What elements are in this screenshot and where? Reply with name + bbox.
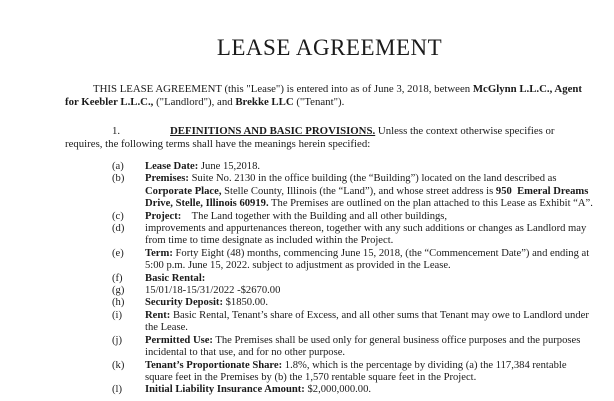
text-segment: Term: [145,247,173,259]
item-text [145,211,447,222]
text-segment: ("Landlord"), and [153,96,236,108]
definitions-list [65,161,594,397]
text-segment: Unless the context otherwise specifies or requires, the following terms shall have the meanings herein specified: [65,125,558,150]
item-label: (b) [112,173,125,185]
item-text [145,161,260,172]
text-segment: 950 Emeral Dreams Drive, Stelle, Illinois 60919. [145,185,592,210]
text-segment: Basic Rental, Tenant’s share of Excess, and all other sums that Tenant may owe to Landlord under the Lease. [145,309,592,334]
text-segment: Rent: [145,309,171,321]
text-segment: improvements and appurtenances thereon, together with any such additions or changes as Landlord may from time to time designate as included within the Project. [145,223,589,247]
text-segment: Project: [145,210,182,222]
text-segment: Security Deposit: [145,297,223,309]
item-text [145,335,583,358]
text-segment: Brekke LLC [235,96,294,108]
item-text [145,223,589,246]
item-label: (h) [112,297,125,309]
section-1-paragraph [65,125,594,151]
document-title: LEASE AGREEMENT [216,35,443,60]
text-segment: Corporate Place, [145,185,222,197]
item-text [145,360,569,383]
item-label: (i) [112,309,122,321]
text-segment: $1850.00. [222,297,268,309]
item-label: (c) [112,210,124,222]
text-segment: Suite No. 2130 in the office building (the “Building”) located on the land described as [188,173,560,185]
text-segment: $2,000,000.00. [304,384,372,396]
definition-item [65,223,594,248]
item-text [145,310,592,333]
item-text [145,285,280,296]
item-label: (j) [112,334,122,346]
item-text [145,297,268,308]
definition-item [65,285,594,297]
text-segment: 1.8%, which is the percentage by dividing (a) the 117,384 rentable square feet in the Premises by (b) the 1,570 rentable square feet in the Project. [145,359,570,383]
definition-item [65,248,594,273]
text-segment: The Land together with the Building and all other buildings, [181,210,448,222]
item-label: (e) [112,247,124,259]
text-segment: THIS LEASE AGREEMENT (this "Lease") is entered into as of June 3, 2018, between [93,83,473,95]
item-text [145,273,205,284]
text-segment: Initial Liability Insurance Amount: [145,384,305,396]
definition-item [65,297,594,309]
text-segment: Permitted Use: [145,334,213,346]
item-label: (d) [112,223,125,235]
section-number: 1. [112,125,121,137]
item-label: (k) [112,359,125,371]
text-segment: The Premises are outlined on the plan attached to this Lease as Exhibit “A”. [268,198,593,210]
text-segment: The Premises shall be used only for general business office purposes and the purposes incidental to that use, and for no other purpose. [145,334,583,359]
item-text [145,248,592,271]
item-text [145,173,593,209]
text-segment: Stelle County, Illinois (the “Land”), and whose street address is [221,185,496,197]
definition-item [65,335,594,360]
text-segment: ("Tenant"). [293,96,345,108]
item-label: (l) [112,384,122,396]
text-segment: Basic Rental: [145,272,206,284]
text-segment: June 15,2018. [198,161,261,172]
definition-item [65,310,594,335]
definition-item [65,273,594,285]
item-label: (g) [112,285,125,297]
definition-item [65,384,594,396]
item-text [145,384,371,395]
text-segment: Tenant’s Proportionate Share: [145,359,283,371]
intro-paragraph [65,83,594,109]
definition-item [65,211,594,223]
item-label: (a) [112,161,124,172]
text-segment: Premises: [145,173,189,185]
definition-item [65,173,594,210]
text-segment: Forty Eight (48) months, commencing June 15, 2018, (the “Commencement Date”) and ending at 5:00 p.m. June 15, 2022. subject to adjustment as provided in the Lease. [145,247,592,272]
text-segment: DEFINITIONS AND BASIC PROVISIONS. [170,125,376,137]
definition-item [65,360,594,385]
text-segment: 15/01/18-15/31/2022 -$2670.00 [145,285,281,297]
definition-item [65,161,594,173]
text-segment: McGlynn L.L.C., Agent for Keebler L.L.C., [65,83,585,108]
item-label: (f) [112,272,123,284]
text-segment: Lease Date: [145,161,199,172]
